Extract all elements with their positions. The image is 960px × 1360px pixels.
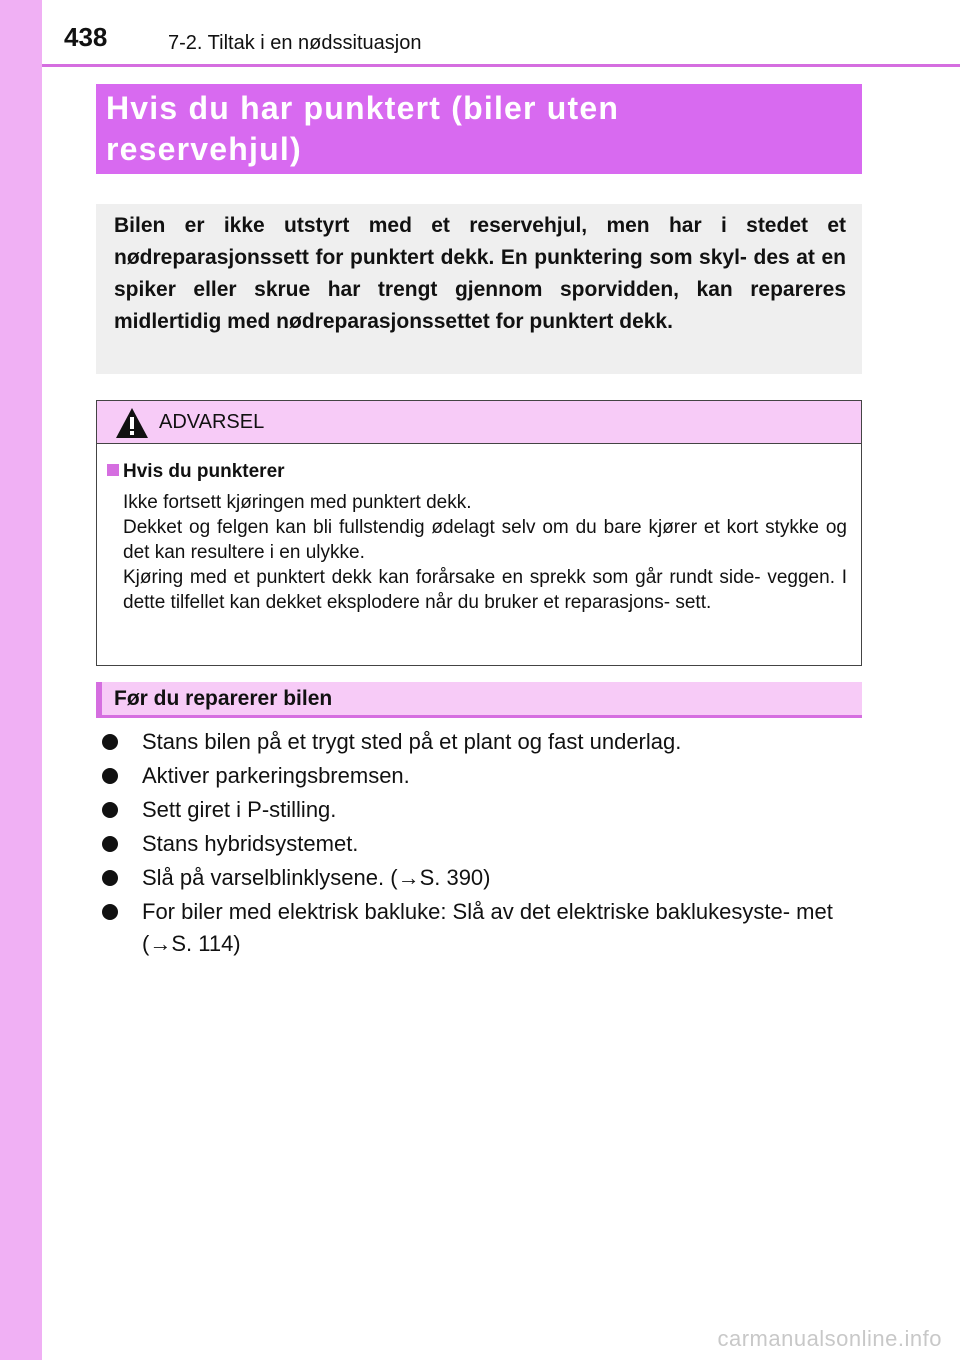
step-text: Slå på varselblinklysene. (→S. 390) (142, 865, 491, 890)
step-text: For biler med elektrisk bakluke: Slå av det elektriske baklukesyste- met (→S. 114) (142, 899, 833, 956)
list-item (98, 794, 860, 826)
warning-box (96, 400, 862, 666)
bullet-dot-icon (102, 802, 118, 818)
warning-subheading (107, 461, 847, 483)
intro-text: Bilen er ikke utstyrt med et reservehjul, men har i stedet et nødreparasjonssett for punktert dekk. En punktering som skyl- des at en spiker eller skrue har trengt gjennom sporvidden, kan repareres midlertidig med nødreparasjonssettet for punktert dekk. (114, 214, 846, 333)
page-title-line-2: reservehjul) (106, 131, 302, 167)
prep-heading-box (96, 682, 862, 718)
title-banner (96, 84, 862, 174)
list-item (98, 862, 860, 894)
bullet-dot-icon (102, 836, 118, 852)
warning-triangle-icon (115, 407, 149, 439)
step-text: Stans hybridsystemet. (142, 831, 359, 856)
page-title-line-1: Hvis du har punktert (biler uten (106, 90, 620, 126)
warning-paragraph: Ikke fortsett kjøringen med punktert dekk. (123, 492, 472, 513)
list-item (98, 828, 860, 860)
square-bullet-icon (107, 464, 119, 476)
warning-header (97, 401, 861, 444)
page-title (106, 88, 852, 170)
bullet-dot-icon (102, 768, 118, 784)
warning-paragraph: Dekket og felgen kan bli fullstendig ødelagt selv om du bare kjører et kort stykke og det kan resultere i en ulykke. (123, 517, 847, 563)
side-color-strip (0, 0, 42, 1360)
list-item (98, 760, 860, 792)
bullet-dot-icon (102, 904, 118, 920)
step-text: Aktiver parkeringsbremsen. (142, 763, 410, 788)
warning-title: ADVARSEL (159, 411, 265, 433)
list-item (98, 896, 860, 960)
list-item (98, 726, 860, 758)
warning-subheading-text: Hvis du punkterer (123, 461, 285, 482)
warning-body (123, 490, 847, 615)
section-path: 7-2. Tiltak i en nødssituasjon (168, 32, 422, 54)
page-number: 438 (64, 22, 108, 52)
bullet-dot-icon (102, 870, 118, 886)
step-text: Sett giret i P-stilling. (142, 797, 337, 822)
header-divider (42, 64, 960, 67)
warning-paragraph: Kjøring med et punktert dekk kan forårsake en sprekk som går rundt side- veggen. I dette tilfellet kan dekket eksplodere når du bruker et reparasjons- sett. (123, 567, 847, 613)
bullet-dot-icon (102, 734, 118, 750)
intro-box (96, 204, 862, 374)
watermark: carmanualsonline.info (717, 1326, 942, 1351)
prep-steps-list (98, 726, 860, 962)
prep-heading: Før du reparerer bilen (114, 687, 333, 710)
step-text: Stans bilen på et trygt sted på et plant og fast underlag. (142, 729, 682, 754)
